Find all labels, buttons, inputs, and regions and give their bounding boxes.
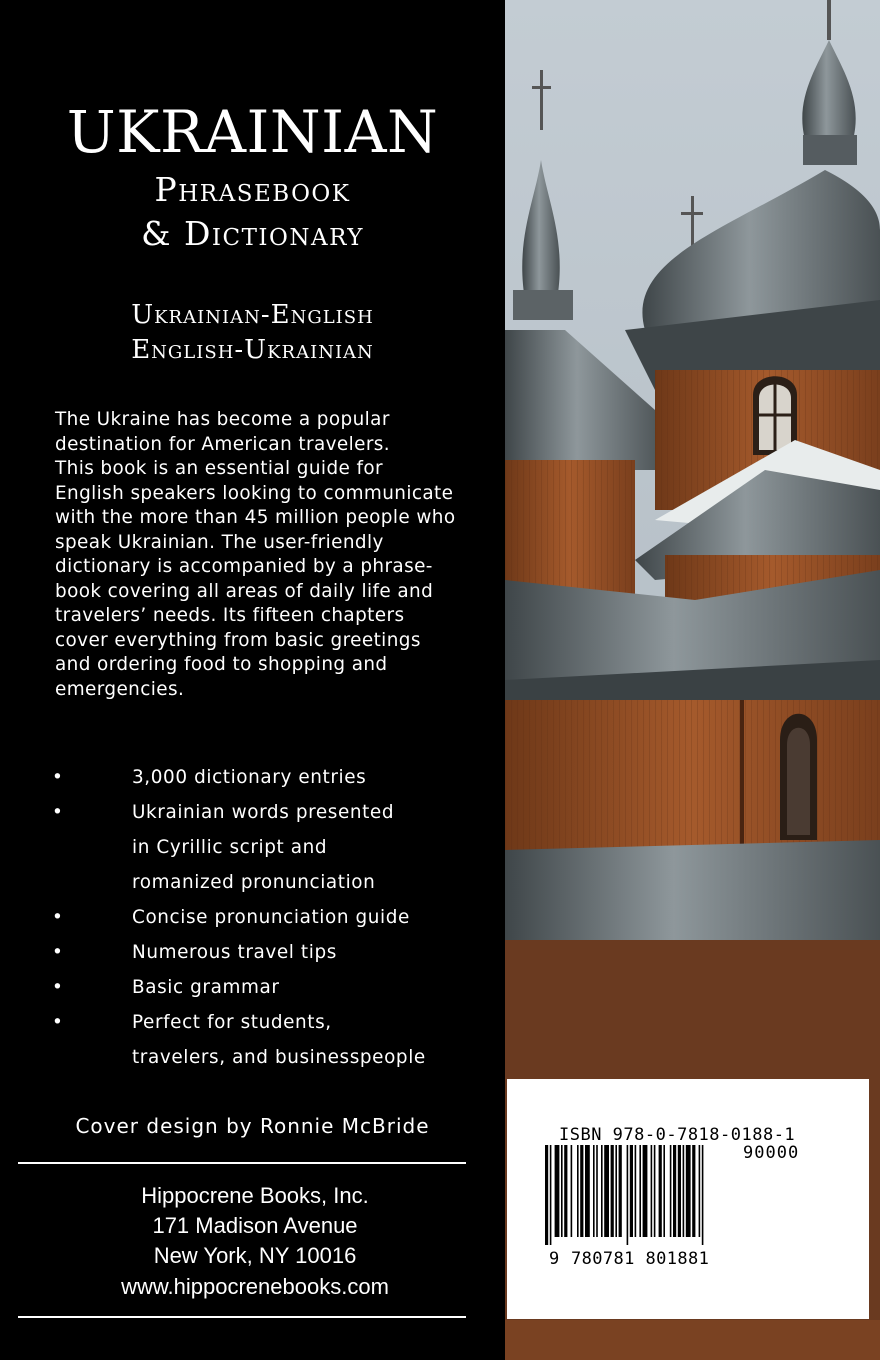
blurb-line: book covering all areas of daily life and	[55, 580, 434, 602]
language-direction-2: English-Ukrainian	[131, 335, 374, 365]
feature-text: Perfect for students,	[132, 1012, 332, 1033]
feature-text: travelers, and businesspeople	[132, 1047, 426, 1068]
barcode-bar	[678, 1145, 681, 1237]
feature-item	[52, 935, 492, 970]
ean-digits: 780781 801881	[571, 1249, 710, 1269]
barcode-bar	[673, 1145, 676, 1237]
feature-item	[52, 970, 492, 1005]
bullet-icon: •	[52, 977, 64, 998]
blurb-line: dictionary is accompanied by a phrase-	[55, 556, 433, 577]
barcode-bars	[545, 1145, 825, 1245]
ean-first-digit: 9	[549, 1249, 560, 1269]
barcode-bar	[615, 1145, 617, 1237]
feature-item	[52, 865, 492, 900]
feature-item	[52, 760, 492, 795]
barcode-bar	[683, 1145, 685, 1237]
feature-text: Concise pronunciation guide	[132, 907, 410, 928]
blurb-line: emergencies.	[55, 678, 185, 700]
publisher-website: www.hippocrenebooks.com	[121, 1274, 389, 1299]
book-subtitle-line2: & Dictionary	[141, 214, 364, 253]
bullet-icon: •	[52, 767, 64, 788]
feature-text: Numerous travel tips	[132, 942, 337, 963]
blurb-line: English speakers looking to communicate	[55, 482, 454, 504]
publisher-street: 171 Madison Avenue	[152, 1213, 358, 1238]
barcode-bar	[611, 1145, 614, 1237]
barcode-bar	[601, 1145, 603, 1237]
divider-bottom	[18, 1316, 466, 1318]
barcode-bar	[585, 1145, 590, 1237]
bullet-icon: •	[52, 942, 64, 963]
barcode-bar	[659, 1145, 662, 1237]
barcode-bar	[630, 1145, 633, 1237]
blurb-line: with the more than 45 million people who	[55, 507, 456, 528]
barcode-bar	[577, 1145, 579, 1237]
barcode-bar	[555, 1145, 560, 1237]
blurb-line: travelers’ needs. Its fifteen chapters	[55, 605, 405, 626]
barcode-bar	[702, 1145, 704, 1245]
feature-item	[52, 830, 492, 865]
language-direction-1: Ukrainian-English	[131, 300, 374, 330]
bullet-icon: •	[52, 1012, 64, 1033]
barcode-bar	[561, 1145, 563, 1237]
bullet-icon: •	[52, 907, 64, 928]
barcode-bar	[699, 1145, 701, 1237]
feature-item	[52, 1005, 492, 1040]
description-blurb	[55, 408, 495, 702]
feature-text: Basic grammar	[132, 977, 280, 998]
book-title: UKRAINIAN	[66, 98, 439, 166]
feature-text: 3,000 dictionary entries	[132, 767, 367, 788]
book-subtitle-line1: Phrasebook	[154, 170, 351, 209]
barcode-bar	[651, 1145, 653, 1237]
isbn-number: ISBN 978-0-7818-0188-1	[559, 1125, 796, 1145]
blurb-line: speak Ukrainian. The user-friendly	[55, 531, 384, 553]
feature-list	[52, 760, 492, 1075]
cover-design-credit: Cover design by Ronnie McBride	[75, 1114, 430, 1138]
blurb-line: This book is an essential guide for	[55, 458, 383, 479]
barcode-bar	[564, 1145, 567, 1237]
publisher-city: New York, NY 10016	[153, 1243, 357, 1268]
barcode-bar	[635, 1145, 637, 1237]
barcode-bar	[643, 1145, 648, 1237]
blurb-line: cover everything from basic greetings	[55, 629, 421, 651]
barcode-bar	[550, 1145, 552, 1245]
blurb-line: destination for American travelers.	[55, 433, 391, 455]
feature-item	[52, 900, 492, 935]
barcode-bar	[619, 1145, 622, 1237]
price-code: 90000	[743, 1143, 800, 1163]
barcode-area	[507, 1079, 869, 1319]
feature-text: romanized pronunciation	[132, 872, 376, 893]
feature-text: in Cyrillic script and	[132, 837, 328, 858]
barcode-bar	[654, 1145, 656, 1237]
barcode-bar	[627, 1145, 629, 1245]
barcode-bar	[692, 1145, 695, 1237]
barcode-bar	[686, 1145, 691, 1237]
barcode-bar	[663, 1145, 665, 1237]
barcode-bar	[593, 1145, 595, 1237]
feature-item	[52, 1040, 492, 1075]
feature-text: Ukrainian words presented	[132, 802, 395, 823]
barcode-bar	[580, 1145, 583, 1237]
publisher-name: Hippocrene Books, Inc.	[141, 1183, 369, 1208]
barcode-bar	[639, 1145, 641, 1237]
barcode-bar	[596, 1145, 598, 1237]
bullet-icon: •	[52, 802, 64, 823]
feature-item	[52, 795, 492, 830]
blurb-line: The Ukraine has become a popular	[55, 409, 390, 430]
blurb-line: and ordering food to shopping and	[55, 654, 388, 675]
barcode-bar	[604, 1145, 609, 1237]
barcode-bar	[545, 1145, 548, 1245]
barcode-bar	[670, 1145, 672, 1237]
barcode-bar	[571, 1145, 573, 1237]
divider-top	[18, 1162, 466, 1164]
